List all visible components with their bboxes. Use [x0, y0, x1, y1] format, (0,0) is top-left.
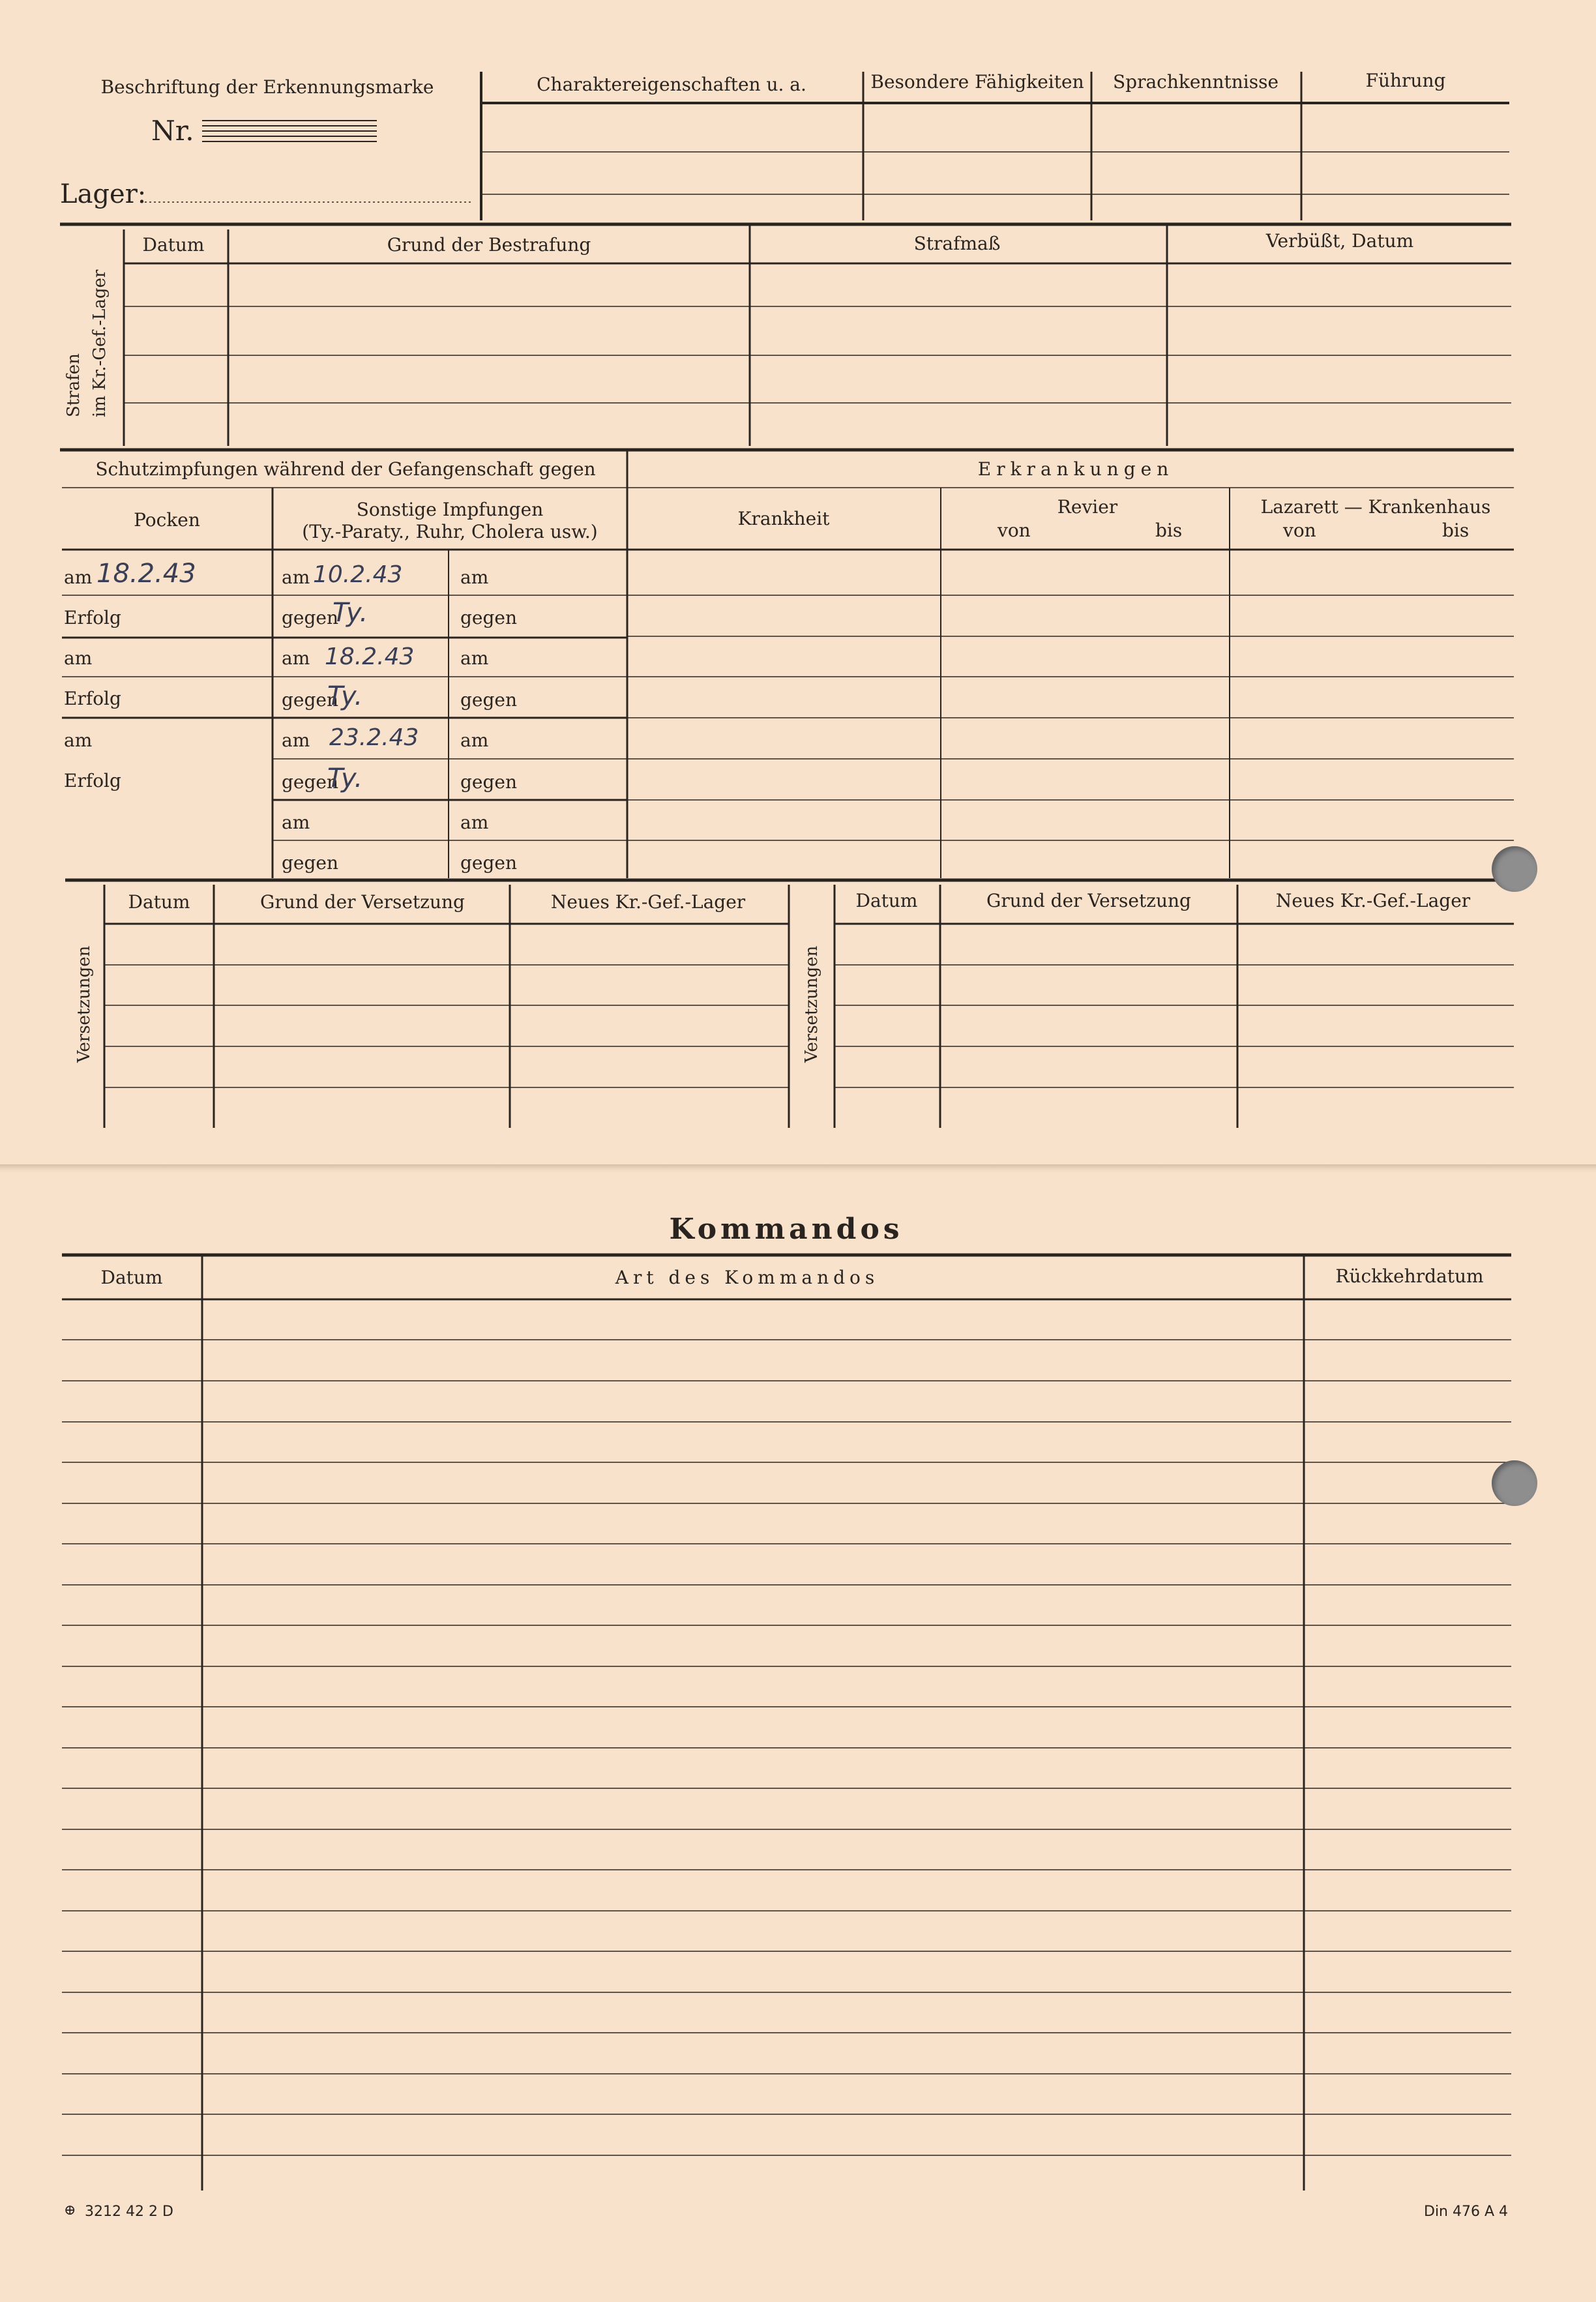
kom-col-datum: Datum [100, 1267, 163, 1288]
din-label: Din 476 A 4 [1424, 2204, 1509, 2220]
vers-col-neues-left: Neues Kr.-Gef.-Lager [550, 891, 746, 913]
nr-label: Nr. [151, 115, 194, 147]
sonstige-am-2: am [282, 647, 310, 669]
strafen-col-verbuesst: Verbüßt, Datum [1265, 230, 1414, 252]
col-sprachen: Sprachkenntnisse [1112, 71, 1279, 93]
erk-revier-bis: bis [1155, 520, 1183, 541]
kom-col-art: Art des Kommandos [615, 1267, 879, 1288]
print-mark-icon: ⊕ [64, 2202, 76, 2219]
sonstige-gegen-value-2: Ty. [327, 681, 363, 711]
sonstige-r-gegen-3: gegen [460, 771, 518, 793]
sonstige-r-gegen-1: gegen [460, 607, 518, 628]
pocken-am-1: am [64, 567, 93, 588]
kommandos-title: Kommandos [669, 1213, 904, 1246]
strafen-side-label-2: im Kr.-Gef.-Lager [90, 269, 110, 417]
vers-col-grund-right: Grund der Versetzung [986, 890, 1191, 911]
sonstige-am-3: am [282, 730, 310, 751]
sonstige-r-am-1: am [460, 567, 489, 588]
punch-hole-lower [1492, 1460, 1537, 1506]
impf-col-sonstige-1: Sonstige Impfungen [356, 499, 544, 520]
sonstige-date-2: 18.2.43 [325, 643, 415, 670]
sonstige-am-1: am [282, 567, 310, 588]
strafen-col-datum: Datum [142, 234, 205, 256]
versetzungen-side-left: Versetzungen [74, 945, 94, 1063]
erk-lazarett-von: von [1283, 520, 1316, 541]
sonstige-gegen-1: gegen [282, 607, 339, 628]
punch-hole-upper [1492, 846, 1537, 892]
pocken-am-3: am [64, 730, 93, 751]
sonstige-date-3: 23.2.43 [329, 724, 419, 751]
strafen-col-grund: Grund der Bestrafung [387, 234, 591, 256]
kom-col-rueckkehr: Rückkehrdatum [1335, 1265, 1484, 1287]
versetzungen-side-right: Versetzungen [802, 945, 821, 1063]
pocken-am-2: am [64, 647, 93, 669]
strafen-col-strafmass: Strafmaß [913, 233, 1001, 254]
vers-col-grund-left: Grund der Versetzung [260, 891, 465, 913]
col-faehigkeiten: Besondere Fähigkeiten [870, 71, 1084, 93]
col-fuehrung: Führung [1365, 70, 1446, 91]
print-code: 3212 42 2 D [85, 2204, 173, 2220]
sonstige-r-am-3: am [460, 730, 489, 751]
erk-revier-von: von [998, 520, 1031, 541]
sonstige-gegen-value-3: Ty. [327, 763, 363, 793]
erkennungsmarke-label: Beschriftung der Erkennungsmarke [100, 76, 434, 98]
sonstige-am-4: am [282, 812, 310, 833]
impfungen-title: Schutzimpfungen während der Gefangenschaft gegen [95, 458, 596, 480]
vers-col-datum-right: Datum [855, 890, 918, 911]
impf-col-sonstige-2: (Ty.-Paraty., Ruhr, Cholera usw.) [302, 521, 598, 542]
col-charakter: Charaktereigenschaften u. a. [537, 74, 806, 95]
vers-col-neues-right: Neues Kr.-Gef.-Lager [1275, 890, 1471, 911]
vers-col-datum-left: Datum [128, 891, 190, 913]
sonstige-r-am-2: am [460, 647, 489, 669]
sonstige-gegen-4: gegen [282, 852, 339, 874]
impf-col-pocken: Pocken [134, 509, 200, 531]
pocken-erfolg-1: Erfolg [64, 607, 121, 628]
sonstige-r-am-4: am [460, 812, 489, 833]
sonstige-r-gegen-2: gegen [460, 689, 518, 711]
erk-col-revier: Revier [1057, 496, 1118, 518]
lager-label: Lager: [60, 179, 147, 209]
erk-lazarett-bis: bis [1442, 520, 1470, 541]
sonstige-gegen-value-1: Ty. [332, 598, 368, 628]
erk-col-lazarett: Lazarett — Krankenhaus [1260, 496, 1491, 518]
pocken-erfolg-2: Erfolg [64, 688, 121, 709]
erk-col-krankheit: Krankheit [737, 508, 830, 529]
strafen-side-label-1: Strafen [64, 353, 83, 417]
sonstige-gegen-3: gegen [282, 771, 339, 793]
pocken-erfolg-3: Erfolg [64, 770, 121, 791]
sonstige-gegen-2: gegen [282, 689, 339, 711]
sonstige-r-gegen-4: gegen [460, 852, 518, 874]
pocken-date-1: 18.2.43 [96, 559, 196, 589]
erkrankungen-title: Erkrankungen [977, 458, 1174, 480]
sonstige-date-1: 10.2.43 [313, 561, 403, 588]
